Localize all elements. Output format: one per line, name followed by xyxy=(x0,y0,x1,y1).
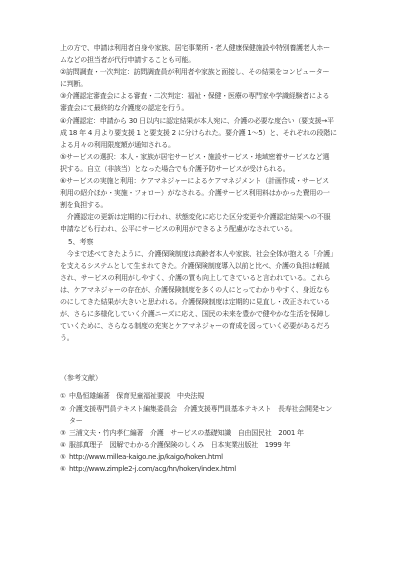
text-line: され、サービスの利用がしやすく、介護の質も向上してきていると言われている。これら xyxy=(60,273,331,282)
text-line: ③介護認定審査会による審査・二次判定：福祉・保健・医療の専門家や学識経験者による xyxy=(60,92,330,101)
text-line: ⑥サービスの実施と利用：ケアマネジャーによるケアマネジメント（計画作成・サービス xyxy=(60,177,329,186)
text-line: に判断。 xyxy=(60,80,87,89)
reference-text: 中島恒雄編著 保育児童福祉要説 中央法規 xyxy=(69,392,204,401)
reference-text: 服部真理子 図解でわかる介護保険のしくみ 日本実業出版社 1999 年 xyxy=(69,440,291,449)
reference-link[interactable]: http://www.millea-kaigo.ne.jp/kaigo/hoken.html xyxy=(69,452,223,461)
text-line: う。 xyxy=(60,334,74,343)
reference-item xyxy=(60,463,365,475)
reference-item xyxy=(60,439,365,451)
document-page xyxy=(60,42,365,475)
references-list xyxy=(60,390,365,475)
references-title: （参考文献） xyxy=(60,374,102,383)
text-line: 介護認定の更新は定期的に行われ、状態変化に応じた区分変更や介護認定結果への不服 xyxy=(60,213,331,222)
reference-item xyxy=(60,390,365,402)
text-line: 申請なども行われ、公平にサービスの利用ができるよう配慮がなされている。 xyxy=(60,225,297,234)
text-line: 利用の紹介ほか・実施・フォロー）がなされる。介護サービス利用料はかかった費用の一 xyxy=(60,189,330,198)
text-line: 上の方で、申請は利用者自身や家族、居宅事業所・老人健康保健施設や特別養護老人ホー xyxy=(60,44,330,52)
reference-item xyxy=(60,427,365,439)
reference-item xyxy=(60,403,365,415)
discussion-paragraph xyxy=(60,248,365,345)
text-line: ②訪問調査・一次判定：訪問調査員が利用者や家族と面接し、その結果をコンピューター xyxy=(60,68,330,77)
reference-number: ⑤ xyxy=(60,452,66,461)
reference-number: ② xyxy=(60,404,66,413)
text-line: 割を負担する。 xyxy=(60,201,108,210)
text-line: ⑤サービスの選択：本人・家族が居宅サービス・施設サービス・地域密着サービスなど選 xyxy=(60,152,330,161)
text-line: を支えるシステムとして生まれてきた。介護保険制度導入以前と比べ、介護の負担は軽減 xyxy=(60,261,330,270)
reference-item xyxy=(60,415,365,427)
reference-number: ③ xyxy=(60,428,66,437)
text-line: ④介護認定：申請から 30 日以内に認定結果が本人宛に、介護の必要な度合い（要支援→平 xyxy=(60,116,334,125)
reference-text: ター xyxy=(69,416,83,425)
text-line: のにしてきた結果が大きいと思われる。介護保険制度は定期的に見直し・改正されている xyxy=(60,297,330,306)
text-line: 択する。自立（非該当）となった場合でも介護予防サービスが受けられる。 xyxy=(60,164,290,173)
text-line: ていくために、さらなる制度の充実とケアマネジャーの育成を図っていく必要があるだろ xyxy=(60,322,330,331)
text-line: 今まで述べてきたように、介護保険制度は高齢者本人や家族、社会全体が抱える「介護」 xyxy=(60,249,337,258)
reference-item xyxy=(60,451,365,463)
text-line: 審査会にて最終的な介護度の認定を行う。 xyxy=(60,104,189,113)
spacer xyxy=(60,344,365,372)
reference-text: 三浦文夫・竹内孝仁編著 介護 サービスの基礎知識 自由国民社 2001 年 xyxy=(69,428,304,437)
text-line: が、さらに多様化していく介護ニーズに応え、国民の未来を豊かで健やかな生活を保障し xyxy=(60,310,331,319)
section-heading: 5、考察 xyxy=(68,237,94,246)
text-line: よる月々の利用限度額が通知される。 xyxy=(60,140,175,149)
reference-link[interactable]: http://www.zimple2-j.com/acg/hn/hoken/index.html xyxy=(69,465,236,473)
reference-number: ⑥ xyxy=(60,465,66,473)
text-line: は、ケアマネジャーの存在が、介護保険制度を多くの人にとってわかりやすく、身近なも xyxy=(60,285,330,294)
text-line: ムなどの担当者が代行申請することも可能。 xyxy=(60,56,195,65)
reference-text: 介護支援専門員テキスト編集委員会 介護支援専門員基本テキスト 長寿社会開発セン xyxy=(69,404,332,413)
text-line: 成 18 年 4 月より要支援 1 と要支援 2 に分けられた。要介護 1～5）と、それぞれの段階に xyxy=(60,128,337,137)
reference-number: ④ xyxy=(60,440,66,449)
reference-number: ① xyxy=(60,392,66,401)
intro-paragraph xyxy=(60,42,365,236)
